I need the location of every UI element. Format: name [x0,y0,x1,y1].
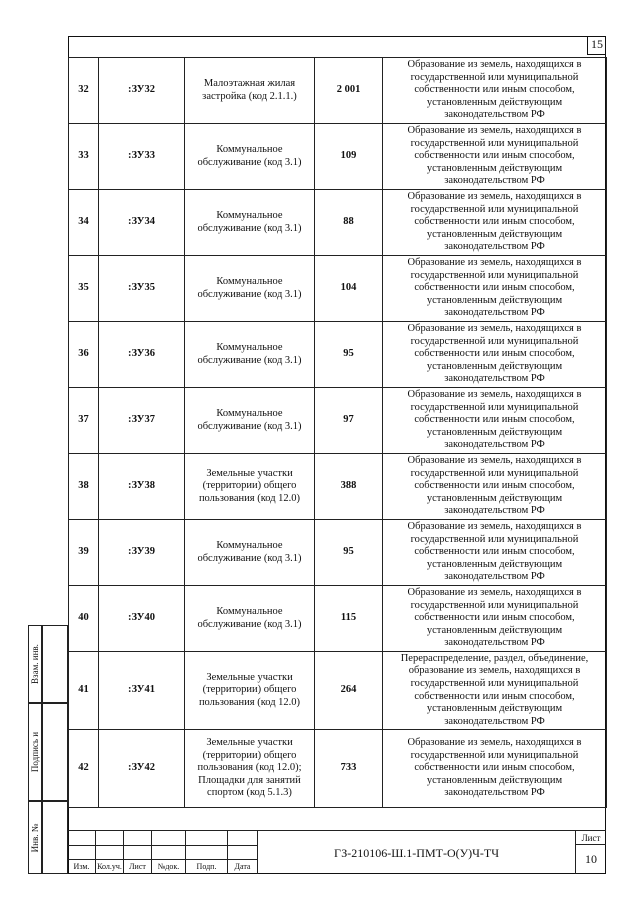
side-value-cell [42,801,68,874]
plot-code: :ЗУ40 [99,586,185,652]
plot-area: 115 [315,586,383,652]
permitted-use: Коммунальное обслуживание (код 3.1) [185,586,315,652]
formation-method: Образование из земель, находящихся в государственной или муниципальной собственности или иным способом, установленным действующим законодательством РФ [383,454,607,520]
side-value-cell [42,703,68,801]
plot-code: :ЗУ42 [99,730,185,808]
plot-area: 97 [315,388,383,454]
plot-code: :ЗУ36 [99,322,185,388]
row-number: 34 [69,190,99,256]
side-value-cell [42,625,68,703]
plot-code: :ЗУ39 [99,520,185,586]
side-label-cell [28,801,42,874]
formation-method: Перераспределение, раздел, объединение, образование из земель, находящихся в государственной или муниципальной собственности или иным способом, установленным действующим законодательством РФ [383,652,607,730]
stamp-col-list: Лист [124,859,152,874]
plot-code: :ЗУ34 [99,190,185,256]
row-number: 32 [69,58,99,124]
stamp-col-ndok: №док. [152,859,186,874]
plot-area: 109 [315,124,383,190]
plot-area: 264 [315,652,383,730]
document-code: ГЗ-210106-Ш.1-ПМТ-О(У)Ч-ТЧ [258,830,576,874]
permitted-use: Коммунальное обслуживание (код 3.1) [185,190,315,256]
table-row [69,388,607,454]
table-row [69,256,607,322]
formation-method: Образование из земель, находящихся в государственной или муниципальной собственности или иным способом, установленным действующим законодательством РФ [383,388,607,454]
formation-method: Образование из земель, находящихся в государственной или муниципальной собственности или иным способом, установленным действующим законодательством РФ [383,256,607,322]
table-row [69,652,607,730]
sheet-label: Лист [576,830,606,845]
plot-code: :ЗУ41 [99,652,185,730]
formation-method: Образование из земель, находящихся в государственной или муниципальной собственности или иным способом, установленным действующим законодательством РФ [383,520,607,586]
formation-method: Образование из земель, находящихся в государственной или муниципальной собственности или иным способом, установленным действующим законодательством РФ [383,730,607,808]
plot-area: 104 [315,256,383,322]
row-number: 35 [69,256,99,322]
side-label-cell [28,703,42,801]
permitted-use: Коммунальное обслуживание (код 3.1) [185,388,315,454]
permitted-use: Коммунальное обслуживание (код 3.1) [185,520,315,586]
formation-method: Образование из земель, находящихся в государственной или муниципальной собственности или иным способом, установленным действующим законодательством РФ [383,322,607,388]
stamp-col-podp: Подп. [186,859,228,874]
formation-method: Образование из земель, находящихся в государственной или муниципальной собственности или иным способом, установленным действующим законодательством РФ [383,190,607,256]
plot-area: 388 [315,454,383,520]
sheet-number: 10 [585,852,597,866]
stamp-col-izm: Изм. [68,859,96,874]
table-row [69,58,607,124]
side-label-cell [28,625,42,703]
table-row [69,520,607,586]
permitted-use: Земельные участки (территории) общего пользования (код 12.0) [185,652,315,730]
side-label-vzam: Взам. инв. [30,644,40,684]
row-number: 40 [69,586,99,652]
permitted-use: Коммунальное обслуживание (код 3.1) [185,124,315,190]
row-number: 37 [69,388,99,454]
permitted-use: Земельные участки (территории) общего пользования (код 12.0) [185,454,315,520]
plot-area: 2 001 [315,58,383,124]
row-number: 39 [69,520,99,586]
row-number: 42 [69,730,99,808]
formation-method: Образование из земель, находящихся в государственной или муниципальной собственности или иным способом, установленным действующим законодательством РФ [383,58,607,124]
stamp-col-kolich: Кол.уч. [96,859,124,874]
plot-area: 95 [315,322,383,388]
side-stamp [28,625,68,874]
title-block [68,830,606,874]
land-plots-table [68,57,607,808]
permitted-use: Земельные участки (территории) общего пользования (код 12.0); Площадки для занятий спортом (код 5.1.3) [185,730,315,808]
plot-code: :ЗУ35 [99,256,185,322]
formation-method: Образование из земель, находящихся в государственной или муниципальной собственности или иным способом, установленным действующим законодательством РФ [383,124,607,190]
table-row [69,124,607,190]
stamp-col-data: Дата [228,859,258,874]
side-label-podpis: Подпись и [30,731,40,773]
formation-method: Образование из земель, находящихся в государственной или муниципальной собственности или иным способом, установленным действующим законодательством РФ [383,586,607,652]
table-row [69,586,607,652]
table-row [69,322,607,388]
page-number: 15 [587,36,606,55]
plot-area: 95 [315,520,383,586]
permitted-use: Малоэтажная жилая застройка (код 2.1.1.) [185,58,315,124]
plot-code: :ЗУ32 [99,58,185,124]
plot-code: :ЗУ37 [99,388,185,454]
side-label-inv: Инв. № [30,823,40,852]
permitted-use: Коммунальное обслуживание (код 3.1) [185,256,315,322]
row-number: 38 [69,454,99,520]
table-row [69,730,607,808]
plot-code: :ЗУ33 [99,124,185,190]
permitted-use: Коммунальное обслуживание (код 3.1) [185,322,315,388]
table-row [69,190,607,256]
table-row [69,454,607,520]
plot-code: :ЗУ38 [99,454,185,520]
plot-area: 733 [315,730,383,808]
plot-area: 88 [315,190,383,256]
row-number: 41 [69,652,99,730]
row-number: 36 [69,322,99,388]
row-number: 33 [69,124,99,190]
